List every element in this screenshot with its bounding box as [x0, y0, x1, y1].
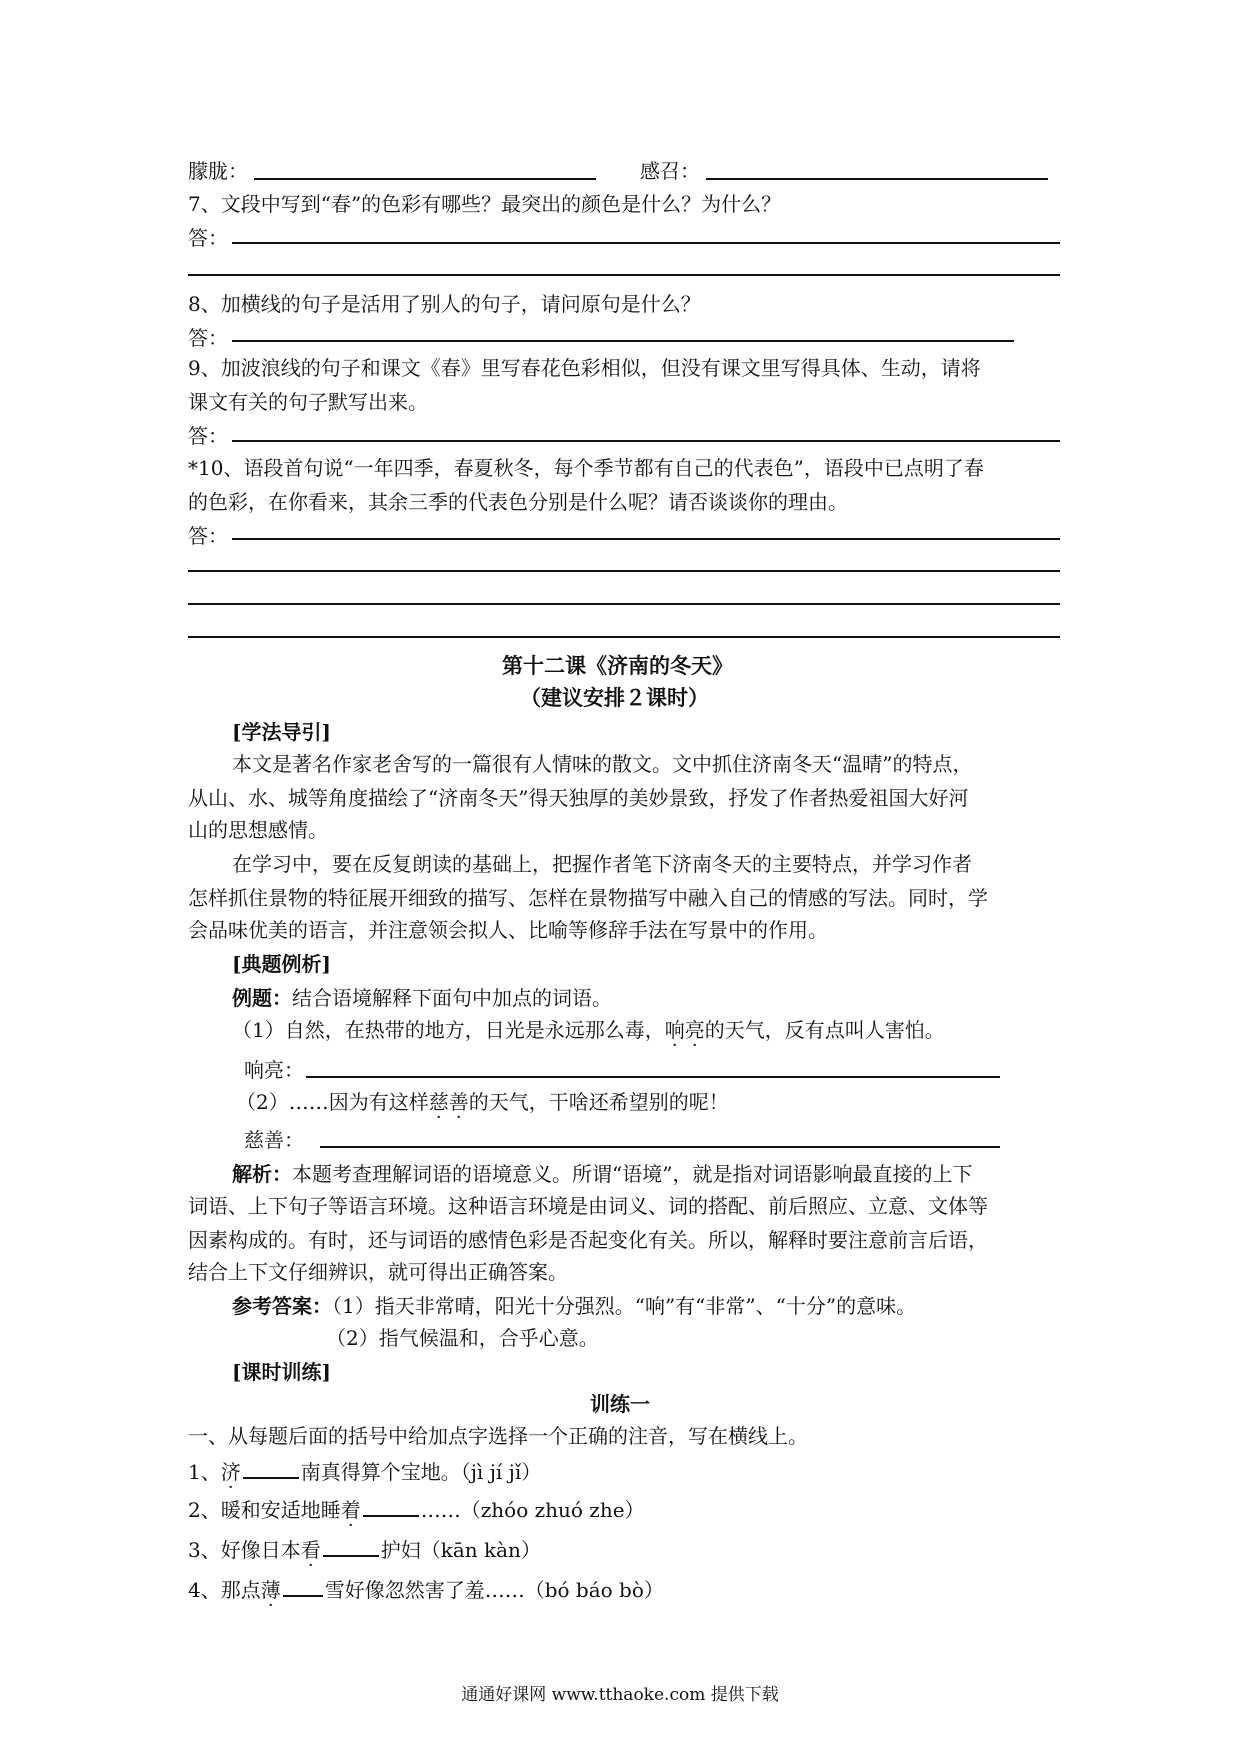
item-3-post: 护妇（kān kàn） — [380, 1538, 541, 1562]
question-10-line1: *10、语段首句说“一年四季，春夏秋冬，每个季节都有自己的代表色”，语段中已点明了春 — [188, 456, 984, 480]
training-item-2 — [188, 1494, 645, 1523]
reference-answer-1 — [232, 1290, 916, 1319]
guide-heading: [学法导引] — [232, 720, 331, 744]
item-4-blank[interactable] — [283, 1577, 323, 1597]
answer-line-10d[interactable] — [188, 636, 1060, 638]
term-xiangliang: 响亮： — [244, 1058, 304, 1082]
example-label: 例题： — [232, 986, 292, 1010]
sentence-1-post: 的天气，反有点叫人害怕。 — [704, 1018, 945, 1042]
guide-para1-line3: 山的思想感情。 — [188, 818, 328, 842]
guide-para1-line1: 本文是著名作家老舍写的一篇很有人情味的散文。文中抓住济南冬天“温晴”的特点， — [232, 752, 973, 776]
reference-answer-2: （2）指气候温和，合乎心意。 — [326, 1326, 599, 1350]
answer-line-7a[interactable] — [232, 242, 1060, 244]
answer-label-9: 答： — [188, 424, 228, 448]
item-1-post: 南真得算个宝地。（jì jí jǐ） — [300, 1460, 542, 1484]
question-7: 7、文段中写到“春”的色彩有哪些？最突出的颜色是什么？为什么？ — [188, 192, 782, 216]
item-1-pre: 1、 — [188, 1460, 221, 1484]
answer-line-9[interactable] — [232, 440, 1060, 442]
guide-para2-line3: 会品味优美的语言，并注意领会拟人、比喻等修辞手法在写景中的作用。 — [188, 918, 828, 942]
lesson-title: 第十二课《济南的冬天》 — [502, 653, 733, 678]
guide-para2-line1: 在学习中，要在反复朗读的基础上，把握作者笔下济南冬天的主要特点，并学习作者 — [232, 852, 972, 876]
answer-line-cishan[interactable] — [320, 1146, 1000, 1148]
training-item-4 — [188, 1574, 664, 1603]
answer-line-8[interactable] — [232, 340, 1014, 342]
item-1-blank[interactable] — [243, 1459, 299, 1479]
dotted-char: 亮 — [684, 1018, 705, 1042]
lesson-subtitle: （建议安排２课时） — [520, 685, 709, 710]
answer-line-menglong[interactable] — [254, 178, 596, 180]
sentence-1-pre: （1）自然，在热带的地方，日光是永远那么毒， — [232, 1018, 665, 1042]
analysis-line2: 词语、上下句子等语言环境。这种语言环境是由词义、词的搭配、前后照应、立意、文体等 — [188, 1194, 988, 1218]
term-menglong: 朦胧： — [188, 159, 248, 183]
item-3-pre: 3、好像日本 — [188, 1538, 301, 1562]
guide-para2-line2: 怎样抓住景物的特征展开细致的描写、怎样在景物描写中融入自己的情感的写法。同时，学 — [188, 886, 988, 910]
sentence-2-post: 的天气，干啥还希望别的呢！ — [468, 1090, 729, 1114]
question-10-line2: 的色彩，在你看来，其余三季的代表色分别是什么呢？请否谈谈你的理由。 — [188, 490, 848, 514]
term-cishan: 慈善： — [244, 1128, 304, 1152]
answer-label-8: 答： — [188, 326, 228, 350]
dotted-char: 善 — [448, 1090, 469, 1114]
training-item-1 — [188, 1456, 541, 1485]
analysis-label: 解析： — [232, 1162, 292, 1186]
question-9-line2: 课文有关的句子默写出来。 — [188, 390, 428, 414]
item-4-post: 雪好像忽然害了羞……（bó báo bò） — [324, 1578, 664, 1602]
dotted-char: 着 — [340, 1498, 361, 1522]
guide-para1-line2: 从山、水、城等角度描绘了“济南冬天”得天独厚的美妙景致，抒发了作者热爱祖国大好河 — [188, 786, 969, 810]
question-9-line1: 9、加波浪线的句子和课文《春》里写春花色彩相似，但没有课文里写得具体、生动，请将 — [188, 356, 981, 380]
item-2-post: ……（zhóo zhuó zhe） — [420, 1498, 645, 1522]
training-title: 训练一 — [590, 1392, 650, 1416]
answer-line-7b[interactable] — [188, 274, 1060, 276]
example-sentence-1 — [232, 1014, 945, 1043]
example-sentence-2 — [236, 1086, 729, 1115]
answer-line-10b[interactable] — [188, 570, 1060, 572]
training-heading: [课时训练] — [232, 1360, 331, 1384]
dotted-char: 响 — [664, 1018, 685, 1042]
term-ganzhao: 感召： — [640, 159, 700, 183]
answer-line-ganzhao[interactable] — [706, 178, 1048, 180]
answer-line-10c[interactable] — [188, 603, 1060, 605]
analysis-line3: 因素构成的。有时，还与词语的感情色彩是否起变化有关。所以，解释时要注意前言后语， — [188, 1228, 988, 1252]
training-item-3 — [188, 1534, 541, 1563]
answer-line-10a[interactable] — [232, 538, 1060, 540]
sentence-2-pre: （2）……因为有这样 — [236, 1090, 429, 1114]
example-prompt-text: 结合语境解释下面句中加点的词语。 — [292, 986, 612, 1010]
training-instruction: 一、从每题后面的括号中给加点字选择一个正确的注音，写在横线上。 — [188, 1424, 808, 1448]
question-8: 8、加横线的句子是活用了别人的句子，请问原句是什么？ — [188, 292, 701, 316]
reference-text-1: （1）指天非常晴，阳光十分强烈。“响”有“非常”、“十分”的意味。 — [332, 1294, 917, 1318]
item-2-pre: 2、暖和安适地睡 — [188, 1498, 341, 1522]
reference-label: 参考答案： — [232, 1294, 332, 1318]
item-3-blank[interactable] — [323, 1537, 379, 1557]
analysis-line4: 结合上下文仔细辨识，就可得出正确答案。 — [188, 1260, 568, 1284]
dotted-char: 济 — [220, 1460, 241, 1484]
page-footer: 通通好课网 www.tthaoke.com 提供下载 — [461, 1685, 779, 1705]
example-prompt — [232, 982, 612, 1011]
dotted-char: 薄 — [260, 1578, 281, 1602]
analysis-line1 — [232, 1158, 972, 1187]
dotted-char: 看 — [300, 1538, 321, 1562]
example-heading: [典题例析] — [232, 952, 331, 976]
dotted-char: 慈 — [428, 1090, 449, 1114]
item-4-pre: 4、那点 — [188, 1578, 261, 1602]
answer-label-10: 答： — [188, 524, 228, 548]
answer-line-xiangliang[interactable] — [306, 1076, 1000, 1078]
item-2-blank[interactable] — [363, 1497, 419, 1517]
analysis-text-1: 本题考查理解词语的语境意义。所谓“语境”，就是指对词语影响最直接的上下 — [292, 1162, 973, 1186]
answer-label-7: 答： — [188, 226, 228, 250]
